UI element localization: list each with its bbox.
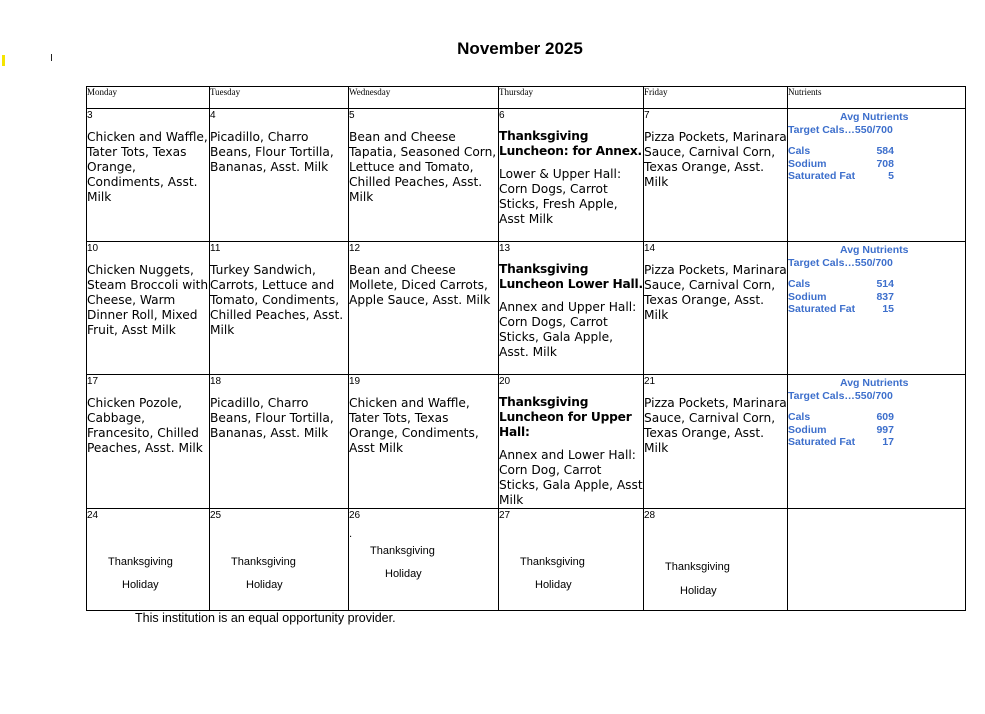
day-cell <box>644 109 788 242</box>
header-friday: Friday <box>644 87 788 109</box>
day-cell <box>87 375 210 509</box>
thanksgiving-luncheon-title: Thanksgiving Luncheon Lower Hall. <box>499 262 643 291</box>
day-cell <box>87 109 210 242</box>
sodium-value: 837 <box>876 290 894 303</box>
holiday-label: Thanksgiving Holiday <box>231 556 296 591</box>
sat-fat-value: 17 <box>882 436 894 448</box>
day-cell <box>644 375 788 509</box>
day-cell <box>349 509 499 611</box>
nutrients-block <box>788 377 965 449</box>
sodium-value: 997 <box>876 423 894 436</box>
day-cell <box>210 109 349 242</box>
sodium-label: Sodium <box>788 157 827 170</box>
day-cell <box>87 509 210 611</box>
day-number: 4 <box>210 110 216 121</box>
sodium-label: Sodium <box>788 423 827 436</box>
week-row-holiday <box>87 509 966 611</box>
day-number: 18 <box>210 376 222 387</box>
day-cell <box>210 375 349 509</box>
footer-statement: This institution is an equal opportunity provider. <box>135 611 396 625</box>
day-number: 26 <box>349 510 361 521</box>
menu-text: Lower & Upper Hall: Corn Dogs, Carrot Sticks, Fresh Apple, Asst Milk <box>499 167 622 226</box>
day-cell <box>499 109 644 242</box>
day-number: 17 <box>87 376 99 387</box>
sodium-value: 708 <box>876 157 894 170</box>
day-number: 11 <box>210 243 221 254</box>
holiday-label: Thanksgiving Holiday <box>665 561 730 597</box>
sat-fat-value: 15 <box>882 303 894 315</box>
menu-text: Pizza Pockets, Marinara Sauce, Carnival Corn, Texas Orange, Asst. Milk <box>644 396 787 455</box>
nutrients-cell <box>788 109 966 242</box>
menu-text: Annex and Upper Hall: Corn Dogs, Carrot Sticks, Gala Apple, Asst. Milk <box>499 300 637 359</box>
menu-text: Turkey Sandwich, Carrots, Lettuce and Tomato, Condiments, Chilled Peaches, Asst. Milk <box>210 263 344 337</box>
menu-text: Chicken and Waffle, Tater Tots, Texas Orange, Condiments, Asst. Milk <box>87 130 208 204</box>
day-cell <box>349 109 499 242</box>
day-cell <box>210 509 349 611</box>
day-number: 7 <box>644 110 650 121</box>
nutrients-cell-empty <box>788 509 966 611</box>
day-number: 21 <box>644 376 656 387</box>
sodium-label: Sodium <box>788 290 827 303</box>
day-number: 6 <box>499 110 505 121</box>
avg-nutrients-label: Avg Nutrients <box>840 111 909 123</box>
header-row <box>87 87 966 109</box>
nutrients-cell <box>788 375 966 509</box>
cals-value: 609 <box>876 411 894 423</box>
cals-label: Cals <box>788 278 811 290</box>
day-number: 13 <box>499 243 511 254</box>
cals-label: Cals <box>788 145 811 157</box>
menu-text: Bean and Cheese Mollete, Diced Carrots, Apple Sauce, Asst. Milk <box>349 263 491 307</box>
menu-text: Chicken Nuggets, Steam Broccoli with Cheese, Warm Dinner Roll, Mixed Fruit, Asst Milk <box>87 263 209 337</box>
day-cell <box>644 242 788 375</box>
header-tuesday: Tuesday <box>210 87 349 109</box>
day-cell <box>87 242 210 375</box>
sat-fat-label: Saturated Fat <box>788 436 856 448</box>
menu-calendar <box>86 86 966 611</box>
day-cell <box>210 242 349 375</box>
cals-value: 514 <box>876 278 894 290</box>
menu-text: Chicken Pozole, Cabbage, Francesito, Chilled Peaches, Asst. Milk <box>87 396 203 455</box>
day-number: 24 <box>87 510 99 521</box>
week-row <box>87 242 966 375</box>
day-number: 20 <box>499 376 511 387</box>
day-cell <box>499 375 644 509</box>
header-monday: Monday <box>87 87 210 109</box>
week-row <box>87 109 966 242</box>
day-number: 3 <box>87 110 93 121</box>
sat-fat-label: Saturated Fat <box>788 303 856 315</box>
target-cals: Target Cals…550/700 <box>788 389 893 402</box>
header-wednesday: Wednesday <box>349 87 499 109</box>
menu-text: Annex and Lower Hall: Corn Dog, Carrot Sticks, Gala Apple, Asst Milk <box>499 448 643 507</box>
thanksgiving-luncheon-title: Thanksgiving Luncheon: for Annex. <box>499 129 642 158</box>
avg-nutrients-label: Avg Nutrients <box>840 244 909 256</box>
header-nutrients: Nutrients <box>788 87 966 109</box>
day-number: 25 <box>210 510 222 521</box>
day-number: 27 <box>499 510 511 521</box>
day-cell <box>349 242 499 375</box>
nutrients-block <box>788 111 965 183</box>
day-cell <box>644 509 788 611</box>
menu-text: Pizza Pockets, Marinara Sauce, Carnival Corn, Texas Orange, Asst. Milk <box>644 263 787 322</box>
page-title: November 2025 <box>457 39 583 58</box>
day-number: 14 <box>644 243 656 254</box>
cals-value: 584 <box>876 145 894 157</box>
nutrients-cell <box>788 242 966 375</box>
menu-text: Bean and Cheese Tapatia, Seasoned Corn, Lettuce and Tomato, Chilled Peaches, Asst. Milk <box>349 130 497 204</box>
menu-text: Picadillo, Charro Beans, Flour Tortilla, Bananas, Asst. Milk <box>210 130 334 174</box>
cals-label: Cals <box>788 411 811 423</box>
day-number: 12 <box>349 243 361 254</box>
day-number: 5 <box>349 110 355 121</box>
holiday-label: Thanksgiving Holiday <box>520 556 585 591</box>
sat-fat-label: Saturated Fat <box>788 170 856 182</box>
day-cell <box>349 375 499 509</box>
thanksgiving-luncheon-title: Thanksgiving Luncheon for Upper Hall: <box>499 395 632 439</box>
day-number: 19 <box>349 376 361 387</box>
day-cell <box>499 242 644 375</box>
nutrients-block <box>788 244 965 316</box>
sat-fat-value: 5 <box>888 170 894 182</box>
menu-text: Picadillo, Charro Beans, Flour Tortilla, Bananas, Asst. Milk <box>210 396 334 440</box>
holiday-label: Thanksgiving Holiday <box>108 556 173 591</box>
week-row <box>87 375 966 509</box>
avg-nutrients-label: Avg Nutrients <box>840 377 909 389</box>
stray-dot: . <box>349 529 353 540</box>
menu-text: Chicken and Waffle, Tater Tots, Texas Orange, Condiments, Asst Milk <box>349 396 479 455</box>
target-cals: Target Cals…550/700 <box>788 123 893 136</box>
header-thursday: Thursday <box>499 87 644 109</box>
menu-text: Pizza Pockets, Marinara Sauce, Carnival Corn, Texas Orange, Asst. Milk <box>644 130 787 189</box>
day-number: 28 <box>644 510 656 521</box>
day-number: 10 <box>87 243 99 254</box>
target-cals: Target Cals…550/700 <box>788 256 893 269</box>
day-cell <box>499 509 644 611</box>
holiday-label: Thanksgiving Holiday <box>370 545 435 580</box>
